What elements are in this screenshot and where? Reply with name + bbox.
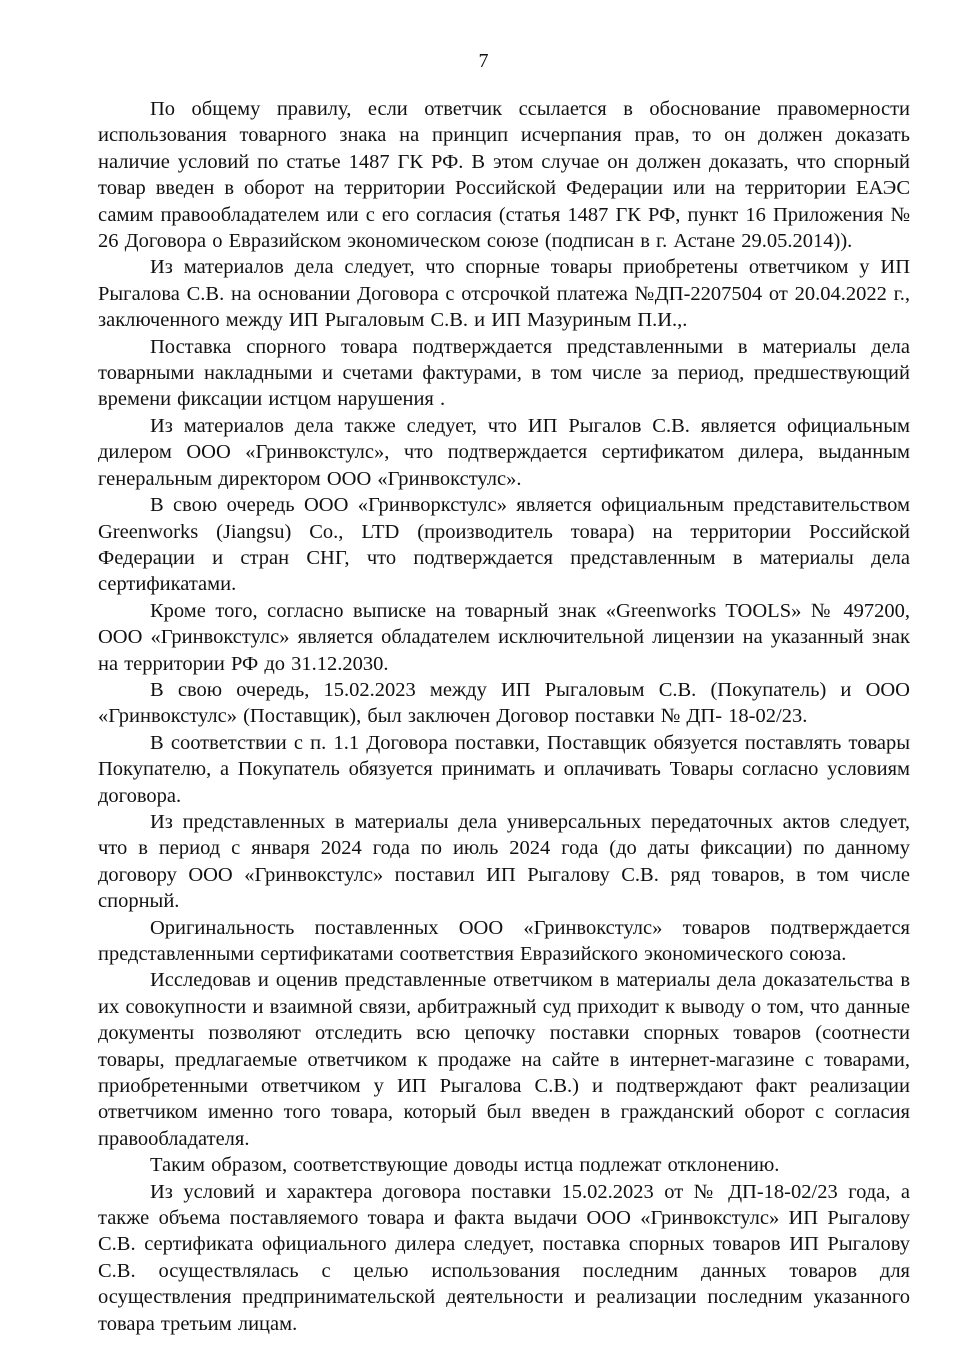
paragraph: В соответствии с п. 1.1 Договора поставки, Поставщик обязуется поставлять товары Покупателю, а Покупатель обязуется принимать и оплачивать Товары согласно условиям договора. bbox=[98, 731, 910, 807]
paragraph: Кроме того, согласно выписке на товарный знак «Greenworks TOOLS» № 497200, ООО «Гринвокстулс» является обладателем исключительной лицензии на указанный знак на территории РФ до 31.12.2030. bbox=[98, 599, 910, 675]
paragraph: Таким образом, соответствующие доводы истца подлежат отклонению. bbox=[150, 1154, 780, 1177]
paragraph: Оригинальность поставленных ООО «Гринвокстулс» товаров подтверждается представленными сертификатами соответствия Евразийского экономического союза. bbox=[98, 916, 910, 965]
paragraph: По общему правилу, если ответчик ссылается в обоснование правомерности использования товарного знака на принцип исчерпания прав, то он должен доказать наличие условий по статье 1487 ГК РФ. В этом случае он должен доказать, что спорный товар введен в оборот на территории Российской Федерации или на территории ЕАЭС самим правообладателем или с его согласия (статья 1487 ГК РФ, пункт 16 Приложения № 26 Договора о Евразийском экономическом союзе (подписан в г. Астане 29.05.2014)). bbox=[98, 98, 910, 253]
paragraph: Из материалов дела следует, что спорные товары приобретены ответчиком у ИП Рыгалова С.В. на основании Договора с отсрочкой платежа №ДП-2207504 от 20.04.2022 г., заключенного между ИП Рыгаловым С.В. и ИП Мазуриным П.И.,. bbox=[98, 256, 910, 332]
paragraph: В свою очередь ООО «Гринворкстулс» является официальным представительством Greenworks (Jiangsu) Co., LTD (производитель товара) на территории Российской Федерации и стран СНГ, что подтверждается представленным в материалы дела сертификатами. bbox=[98, 494, 910, 596]
paragraph: Исследовав и оценив представленные ответчиком в материалы дела доказательства в их совокупности и взаимной связи, арбитражный суд приходит к выводу о том, что данные документы позволяют отследить всю цепочку поставки спорных товаров (соотнести товары, предлагаемые ответчиком к продаже на сайте в интернет-магазине с товарами, приобретенными ответчиком у ИП Рыгалова С.В.) и подтверждают факт реализации ответчиком именно того товара, который был введен в гражданский оборот с согласия правообладателя. bbox=[98, 969, 910, 1150]
document-body bbox=[98, 96, 910, 1337]
page-number: 7 bbox=[478, 50, 489, 72]
paragraph: Поставка спорного товара подтверждается представленными в материалы дела товарными накладными и счетами фактурами, в том числе за период, предшествующий времени фиксации истцом нарушения . bbox=[98, 335, 910, 411]
paragraph: В свою очередь, 15.02.2023 между ИП Рыгаловым С.В. (Покупатель) и ООО «Гринвокстулс» (Поставщик), был заключен Договор поставки № ДП- 18-02/23. bbox=[98, 678, 910, 728]
paragraph: Из условий и характера договора поставки 15.02.2023 от № ДП-18-02/23 года, а также объема поставляемого товара и факта выдачи ООО «Гринвокстулс» ИП Рыгалову С.В. сертификата официального дилера следует, поставка спорных товаров ИП Рыгалову С.В. осуществлялась с целью использования последним данных товаров для осуществления предпринимательской деятельности и реализации последним указанного товара третьим лицам. bbox=[98, 1180, 910, 1335]
paragraph: Из материалов дела также следует, что ИП Рыгалов С.В. является официальным дилером ООО «Гринвокстулс», что подтверждается сертификатом дилера, выданным генеральным директором ООО «Гринвокстулс». bbox=[98, 414, 910, 490]
paragraph: Из представленных в материалы дела универсальных передаточных актов следует, что в период с января 2024 года по июль 2024 года (до даты фиксации) по данному договору ООО «Гринвокстулс» поставил ИП Рыгалову С.В. ряд товаров, в том числе спорный. bbox=[98, 810, 910, 913]
